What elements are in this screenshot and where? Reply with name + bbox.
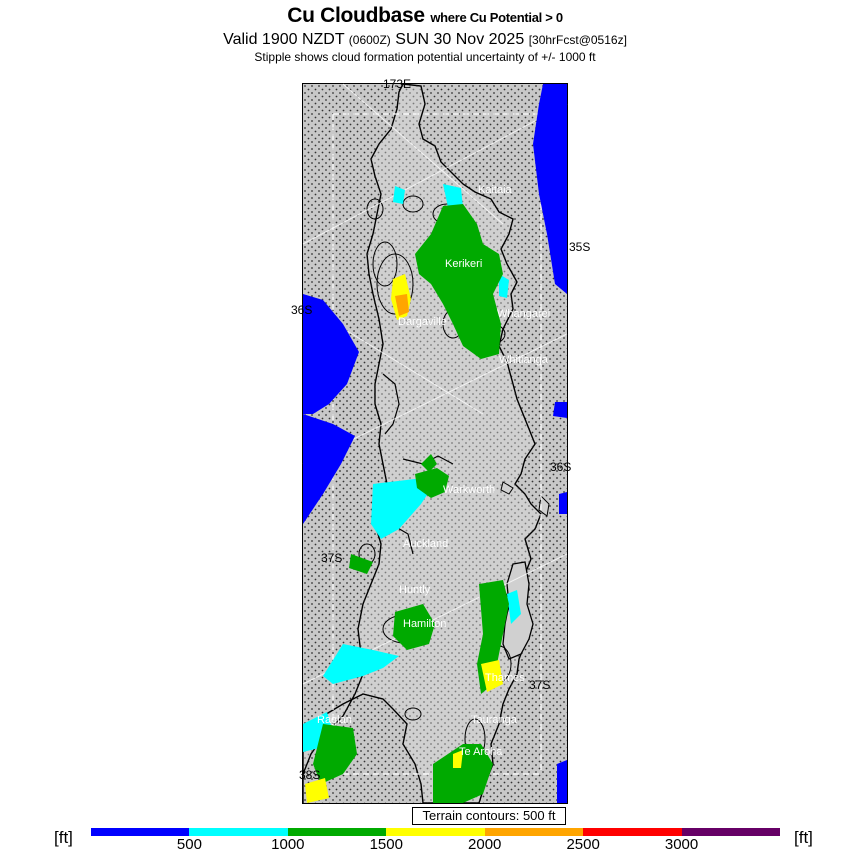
legend-tick-1000: 1000 [271,836,305,853]
legend-swatch-4 [485,828,583,836]
main-title [0,4,850,30]
valid-prefix: Valid 1900 NZDT [223,31,345,48]
valid-date: SUN 30 Nov 2025 [395,31,525,48]
legend-swatch-5 [583,828,681,836]
label-37s-west: 37S [321,551,343,565]
map-frame [291,77,591,804]
main-title-text: Cu Cloudbase [287,4,425,27]
legend-swatch-3 [386,828,484,836]
town-warkworth: Warkworth [443,484,496,496]
map-svg [303,84,567,803]
legend-swatch-0 [91,828,189,836]
valid-utc: (0600Z) [348,33,391,47]
town-tauranga: Tauranga [471,714,517,726]
town-whangarei: Whangarei [497,308,551,320]
terrain-contours-note: Terrain contours: 500 ft [412,807,566,825]
cu-zone-blue-e [553,402,567,418]
legend-unit-left: [ft] [54,828,73,847]
town-thames: Thames [485,672,525,684]
cu-zone-blue-e2 [559,492,567,514]
valid-time [0,30,850,50]
town-whitianga: Whitianga [499,354,548,366]
label-37s-east: 37S [529,678,551,692]
legend-swatch-6 [682,828,780,836]
legend-tick-1500: 1500 [369,836,403,853]
legend-tick-2500: 2500 [566,836,600,853]
town-kerikeri: Kerikeri [445,258,483,270]
label-36s-west: 36S [291,303,313,317]
town-kaitaia: Kaitaia [478,184,512,196]
legend-swatch-1 [189,828,287,836]
legend-tick-3000: 3000 [664,836,699,853]
label-173e: 173E [383,77,412,91]
label-38s: 38S [299,768,321,782]
subtitle: Stipple shows cloud formation potential uncertainty of +/- 1000 ft [254,50,596,64]
forecast-info: [30hrFcst@0516z] [528,33,627,47]
main-title-suffix: where Cu Potential > 0 [430,10,563,25]
label-36s-east: 36S [550,460,572,474]
town-dargaville: Dargaville [398,316,447,328]
legend-tick-2000: 2000 [468,836,502,853]
label-35s: 35S [569,240,591,254]
cu-zone-blue-se [557,760,567,803]
legend-unit-right: [ft] [794,828,813,847]
town-auckland: Auckland [403,538,449,550]
legend-swatch-2 [288,828,386,836]
town-raglan: Raglan [317,714,352,726]
town-hamilton: Hamilton [403,618,447,630]
town-te-aroha: Te Aroha [459,746,503,758]
title-block [0,4,850,65]
legend-tick-500: 500 [176,836,202,853]
town-huntly: Huntly [399,584,431,596]
legend-colorbar [91,828,780,836]
